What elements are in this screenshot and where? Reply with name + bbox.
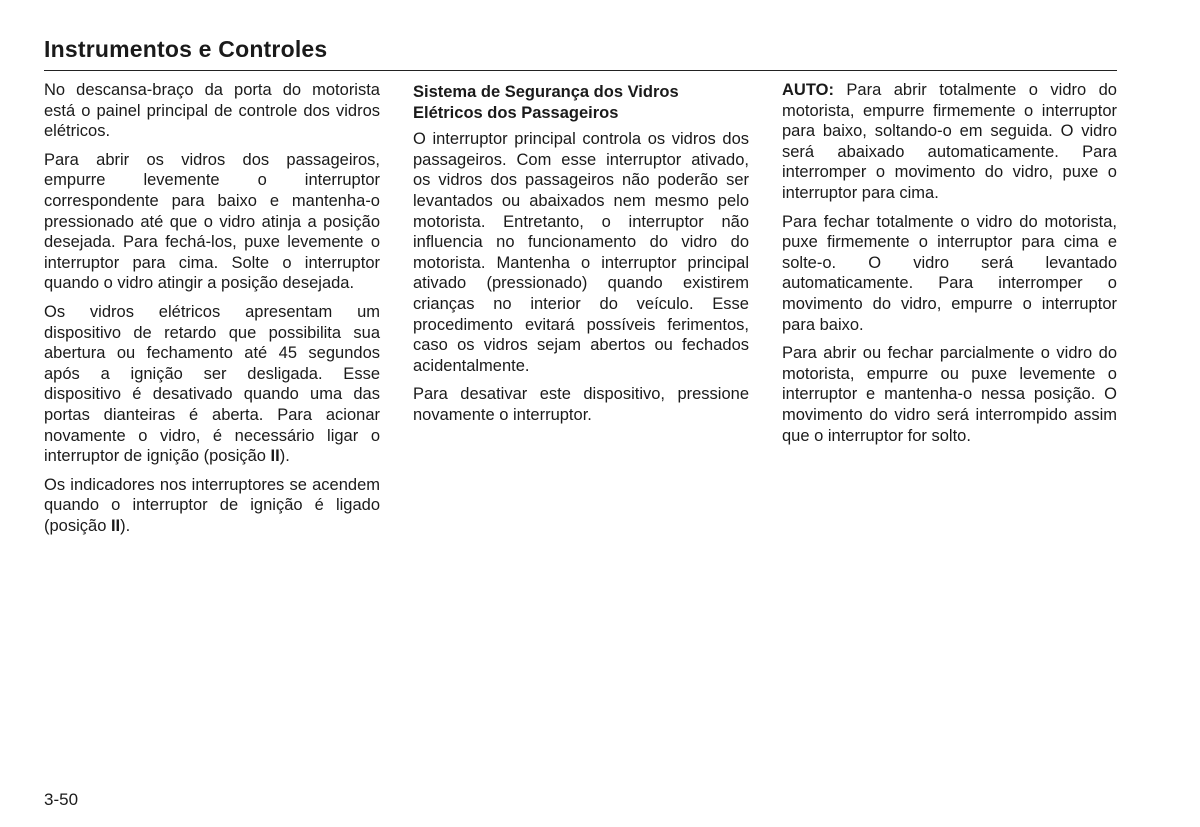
ignition-position-label: II	[110, 516, 121, 535]
paragraph-partial-open-close: Para abrir ou fechar parcialmente o vidro do motorista, empurre ou puxe levemente o interruptor e mantenha-o nessa posição. O movimento do vidro será interrompido assim que o interruptor for solto.	[782, 344, 1117, 445]
text-column-left	[44, 80, 380, 544]
paragraph-main-switch: O interruptor principal controla os vidros dos passageiros. Com esse interruptor ativado, os vidros dos passageiros não poderão ser levantados ou abaixados nem mesmo pelo motorista. Entretanto, o interruptor não influencia no funcionamento do vidro do motorista. Mantenha o interruptor principal ativado (pressionado) quando existirem crianças no interior do veículo. Esse procedimento evitará possíveis ferimentos, caso os vidros sejam abertos ou fechados acidentalmente.	[413, 130, 749, 375]
indicators-end: ).	[120, 516, 131, 535]
delay-device-text: Os vidros elétricos apresentam um dispositivo de retardo que possibilita sua abertura ou fechamento até 45 segundos após a ignição ser desligada. Esse dispositivo é desativado quando uma das portas dianteiras é aberta. Para acionar novamente o vidro, é necessário ligar o interruptor de ignição (posição	[44, 302, 380, 466]
page-number: 3-50	[44, 790, 79, 809]
paragraph-auto-close: Para fechar totalmente o vidro do motorista, puxe firmemente o interruptor para cima e solte-o. O vidro será levantado automaticamente. Para interromper o movimento do vidro, empurre o interruptor para baixo.	[782, 212, 1117, 334]
indicators-text: Os indicadores nos interruptores se acendem quando o interruptor de ignição é ligado (posição	[44, 475, 380, 535]
paragraph-deactivate: Para desativar este dispositivo, pressione novamente o interruptor.	[413, 385, 749, 424]
section-heading-safety-system: Sistema de Segurança dos Vidros Elétricos dos Passageiros	[413, 83, 679, 122]
header-divider	[44, 70, 1117, 71]
paragraph-open-passenger-windows: Para abrir os vidros dos passageiros, empurre levemente o interruptor correspondente para baixo e mantenha-o pressionado até que o vidro atinja a posição desejada. Para fechá-los, puxe levemente o interruptor para cima. Solte o interruptor quando o vidro atingir a posição desejada.	[44, 150, 380, 293]
ignition-position-label: II	[270, 447, 280, 466]
delay-device-end: ).	[279, 447, 290, 466]
paragraph-auto-open	[782, 80, 1117, 204]
paragraph-delay-device	[44, 302, 380, 467]
auto-open-text: Para abrir totalmente o vidro do motorista, empurre firmemente o interruptor para baixo, soltando-o em seguida. O vidro será abaixado automaticamente. Para interromper o movimento do vidro, puxe o interruptor para cima.	[782, 81, 1117, 202]
paragraph-control-panel: No descansa-braço da porta do motorista está o painel principal de controle dos vidros elétricos.	[44, 81, 380, 141]
paragraph-indicators	[44, 475, 380, 537]
page-title: Instrumentos e Controles	[44, 36, 328, 62]
text-column-right	[782, 80, 1117, 454]
text-column-middle	[413, 80, 749, 434]
auto-label: AUTO:	[782, 81, 834, 99]
